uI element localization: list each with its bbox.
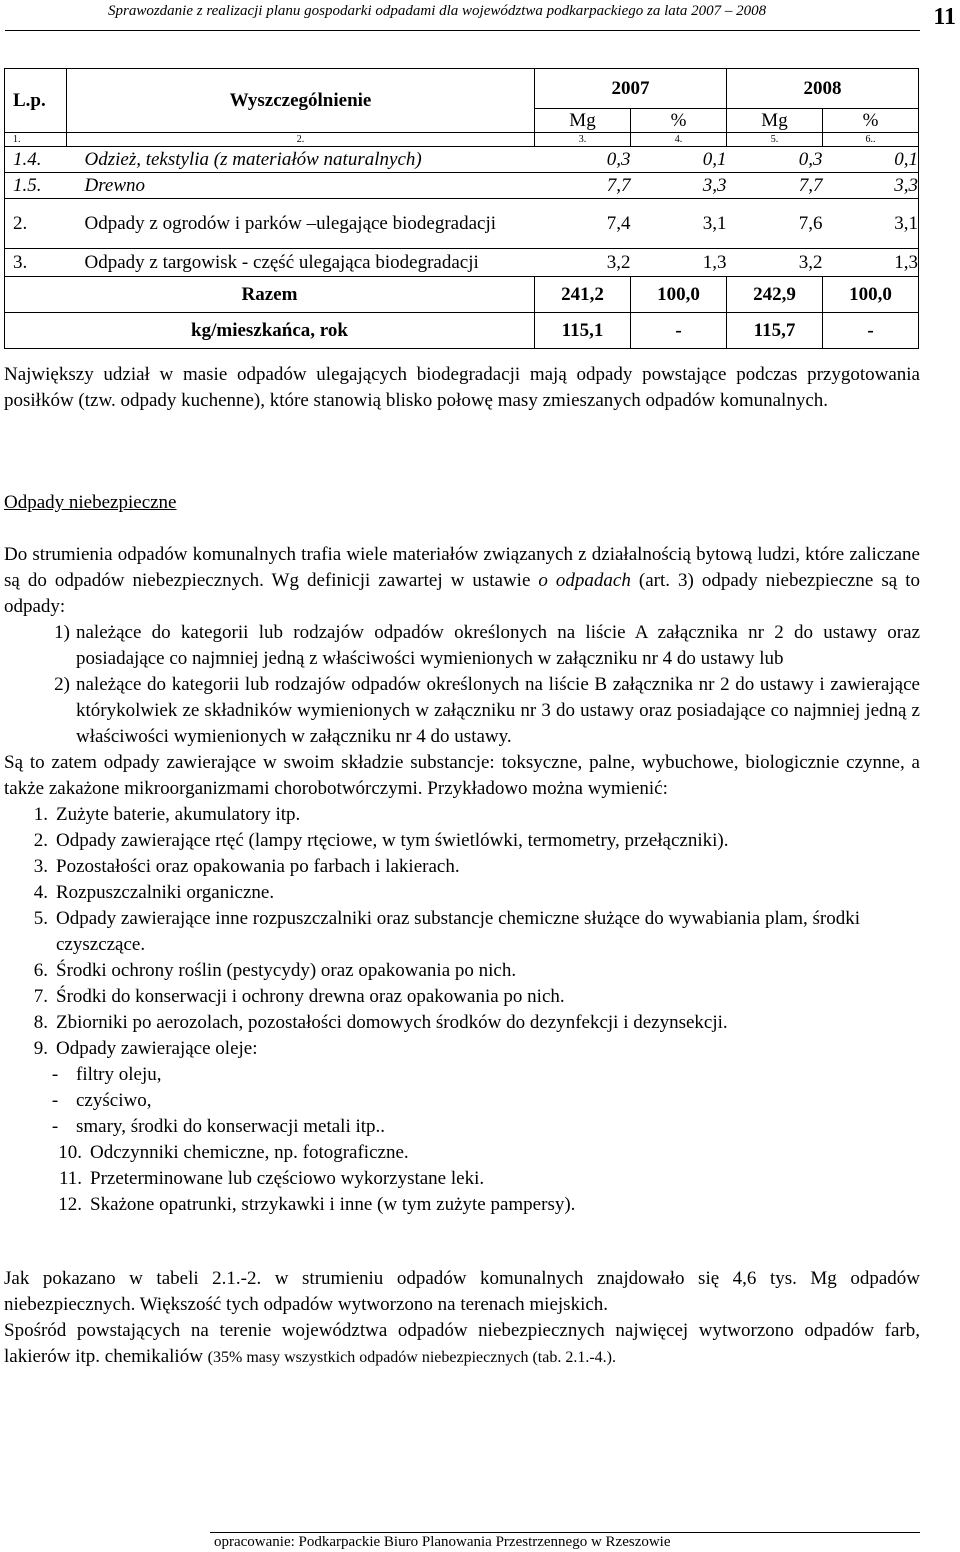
list-number: 3. — [33, 856, 48, 877]
list-item — [4, 1036, 920, 1062]
row-value: 0,1 — [631, 147, 727, 173]
paragraph-text: Największy udział w masie odpadów ulegających biodegradacji mają odpady powstające podczas przygotowania posiłków (tzw. odpady kuchenne), które stanowią blisko połowę masy zmieszanych odpadów komunalnych. — [4, 364, 920, 411]
list-number: 12. — [58, 1194, 82, 1215]
list-number: 7. — [33, 986, 48, 1007]
header-lp: L.p. — [5, 69, 67, 133]
paragraph-note: (35% masy wszystkich odpadów niebezpiecznych (tab. 2.1.-4.). — [207, 1349, 616, 1366]
waste-table — [4, 68, 919, 349]
section-hazardous — [4, 490, 920, 1218]
row-value: 1,3 — [631, 249, 727, 277]
paragraph-kitchen-waste — [4, 362, 920, 414]
list-number: 2. — [33, 830, 48, 851]
paragraph-paints — [4, 1318, 920, 1371]
list-item — [4, 1192, 920, 1218]
header-desc: Wyszczególnienie — [67, 69, 535, 133]
row-value: 7,6 — [727, 199, 823, 249]
percapita-value: 115,7 — [727, 313, 823, 349]
list-number: 8. — [33, 1012, 48, 1033]
hazardous-list — [4, 802, 920, 1062]
row-value: 0,3 — [727, 147, 823, 173]
oil-sublist — [4, 1062, 920, 1140]
row-desc: Odpady z ogrodów i parków –ulegające biodegradacji — [67, 199, 535, 249]
table-percapita-row — [5, 313, 919, 349]
sublist-item: - czyściwo, — [4, 1088, 920, 1114]
definition-item — [4, 672, 920, 750]
list-item — [4, 906, 920, 958]
paragraph-text: Spośród powstających na terenie województwa odpadów niebezpiecznych najwięcej wytworzono odpadów farb, lakierów itp. chemikaliów — [4, 1320, 920, 1367]
header-year-2007: 2007 — [535, 69, 727, 109]
header-unit: Mg — [727, 109, 823, 133]
paragraph-text: Jak pokazano w tabeli 2.1.-2. w strumieniu odpadów komunalnych znajdowało się 4,6 tys. Mg odpadów niebezpiecznych. Większość tych odpadów wytworzono na terenach miejskich. — [4, 1268, 920, 1315]
row-value: 3,1 — [823, 199, 919, 249]
list-text: Środki ochrony roślin (pestycydy) oraz opakowania po nich. — [56, 960, 517, 981]
row-lp: 1.5. — [5, 173, 67, 199]
row-lp: 3. — [5, 249, 67, 277]
sublist-text: smary, środki do konserwacji metali itp.. — [76, 1116, 386, 1137]
header-rule — [5, 30, 920, 31]
act-name: o odpadach — [538, 570, 631, 591]
header-unit: Mg — [535, 109, 631, 133]
list-text: Zbiorniki po aerozolach, pozostałości domowych środków do dezynfekcji i dezynsekcji. — [56, 1012, 728, 1033]
column-number: 3. — [535, 133, 631, 147]
list-item — [4, 880, 920, 906]
list-item — [4, 984, 920, 1010]
row-lp: 1.4. — [5, 147, 67, 173]
row-desc: Odzież, tekstylia (z materiałów naturalnych) — [67, 147, 535, 173]
list-item — [4, 802, 920, 828]
list-item — [4, 1140, 920, 1166]
list-text: Odpady zawierające inne rozpuszczalniki oraz substancje chemiczne służące do wywabiania plam, środki czyszczące. — [56, 908, 860, 955]
table-row — [5, 249, 919, 277]
percapita-value: - — [631, 313, 727, 349]
definition-number: 1) — [54, 622, 70, 643]
list-number: 6. — [33, 960, 48, 981]
total-label: Razem — [5, 277, 535, 313]
table-row — [5, 173, 919, 199]
sublist-item: - filtry oleju, — [4, 1062, 920, 1088]
definition-text: należące do kategorii lub rodzajów odpadów określonych na liście A załącznika nr 2 do ustawy oraz posiadające co najmniej jedną z właściwości wymienionych w załączniku nr 4 do ustawy lub — [76, 622, 920, 669]
total-value: 242,9 — [727, 277, 823, 313]
row-value: 3,2 — [535, 249, 631, 277]
paragraph-summary — [4, 1266, 920, 1371]
row-value: 7,4 — [535, 199, 631, 249]
section-heading: Odpady niebezpieczne — [4, 492, 177, 513]
row-value: 7,7 — [535, 173, 631, 199]
table-row — [5, 199, 919, 249]
page-header — [0, 0, 960, 40]
list-item — [4, 1010, 920, 1036]
table-total-row — [5, 277, 919, 313]
row-value: 3,3 — [823, 173, 919, 199]
percapita-label: kg/mieszkańca, rok — [5, 313, 535, 349]
sublist-text: czyściwo, — [76, 1090, 152, 1111]
header-year-2008: 2008 — [727, 69, 919, 109]
paragraph-text: (art. 3) odpady niebezpieczne są to odpady: — [4, 570, 920, 617]
definition-item — [4, 620, 920, 672]
column-number: 4. — [631, 133, 727, 147]
row-desc: Odpady z targowisk - część ulegająca biodegradacji — [67, 249, 535, 277]
row-desc: Drewno — [67, 173, 535, 199]
row-value: 7,7 — [727, 173, 823, 199]
total-value: 241,2 — [535, 277, 631, 313]
sublist-item: - smary, środki do konserwacji metali itp.. — [4, 1114, 920, 1140]
header-percent: % — [631, 109, 727, 133]
list-text: Pozostałości oraz opakowania po farbach i lakierach. — [56, 856, 460, 877]
paragraph-definition — [4, 542, 920, 620]
list-text: Środki do konserwacji i ochrony drewna oraz opakowania po nich. — [56, 986, 565, 1007]
paragraph-text: Są to zatem odpady zawierające w swoim składzie substancje: toksyczne, palne, wybuchowe, biologicznie czynne, a także zakażone mikroorganizmami chorobotwórczymi. Przykładowo można wymienić: — [4, 752, 920, 799]
list-item — [4, 958, 920, 984]
table-row — [5, 147, 919, 173]
column-number-row — [5, 133, 919, 147]
page-footer: opracowanie: Podkarpackie Biuro Planowania Przestrzennego w Rzeszowie — [214, 1534, 671, 1550]
total-value: 100,0 — [631, 277, 727, 313]
column-number: 1. — [5, 133, 67, 147]
list-text: Zużyte baterie, akumulatory itp. — [56, 804, 301, 825]
definition-number: 2) — [54, 674, 70, 695]
list-item — [4, 854, 920, 880]
definition-text: należące do kategorii lub rodzajów odpadów określonych na liście B załącznika nr 2 do ustawy i zawierające którykolwiek ze składników wymienionych w załączniku nr 3 do ustawy oraz posiadające co najmniej jedną z właściwości wymienionych w załączniku nr 4 do ustawy. — [76, 674, 920, 747]
list-text: Odczynniki chemiczne, np. fotograficzne. — [90, 1142, 409, 1163]
hazardous-list-continued — [4, 1140, 920, 1218]
row-value: 3,1 — [631, 199, 727, 249]
column-number: 2. — [67, 133, 535, 147]
list-text: Przeterminowane lub częściowo wykorzystane leki. — [90, 1168, 485, 1189]
header-title: Sprawozdanie z realizacji planu gospodarki odpadami dla województwa podkarpackiego za lata 2007 – 2008 — [108, 3, 767, 19]
column-number: 5. — [727, 133, 823, 147]
list-text: Odpady zawierające oleje: — [56, 1038, 258, 1059]
list-item — [4, 1166, 920, 1192]
list-item — [4, 828, 920, 854]
row-value: 1,3 — [823, 249, 919, 277]
paragraph-text: Do strumienia odpadów komunalnych trafia wiele materiałów związanych z działalnością bytową ludzi, które zaliczane są do odpadów niebezpiecznych. Wg definicji zawartej w ustawie — [4, 544, 920, 591]
list-number: 11. — [58, 1168, 82, 1189]
list-number: 9. — [33, 1038, 48, 1059]
total-value: 100,0 — [823, 277, 919, 313]
list-number: 1. — [33, 804, 48, 825]
footer-rule — [210, 1532, 920, 1533]
list-text: Odpady zawierające rtęć (lampy rtęciowe, w tym świetlówki, termometry, przełączniki). — [56, 830, 729, 851]
row-lp: 2. — [5, 199, 67, 249]
row-value: 3,3 — [631, 173, 727, 199]
list-text: Skażone opatrunki, strzykawki i inne (w tym zużyte pampersy). — [90, 1194, 576, 1215]
percapita-value: 115,1 — [535, 313, 631, 349]
list-number: 5. — [33, 908, 48, 929]
row-value: 3,2 — [727, 249, 823, 277]
percapita-value: - — [823, 313, 919, 349]
sublist-text: filtry oleju, — [76, 1064, 162, 1085]
row-value: 0,3 — [535, 147, 631, 173]
header-percent: % — [823, 109, 919, 133]
list-text: Rozpuszczalniki organiczne. — [56, 882, 275, 903]
column-number: 6.. — [823, 133, 919, 147]
list-number: 10. — [58, 1142, 82, 1163]
page-number: 11 — [933, 4, 956, 30]
list-number: 4. — [33, 882, 48, 903]
table-header-row — [5, 69, 919, 109]
row-value: 0,1 — [823, 147, 919, 173]
